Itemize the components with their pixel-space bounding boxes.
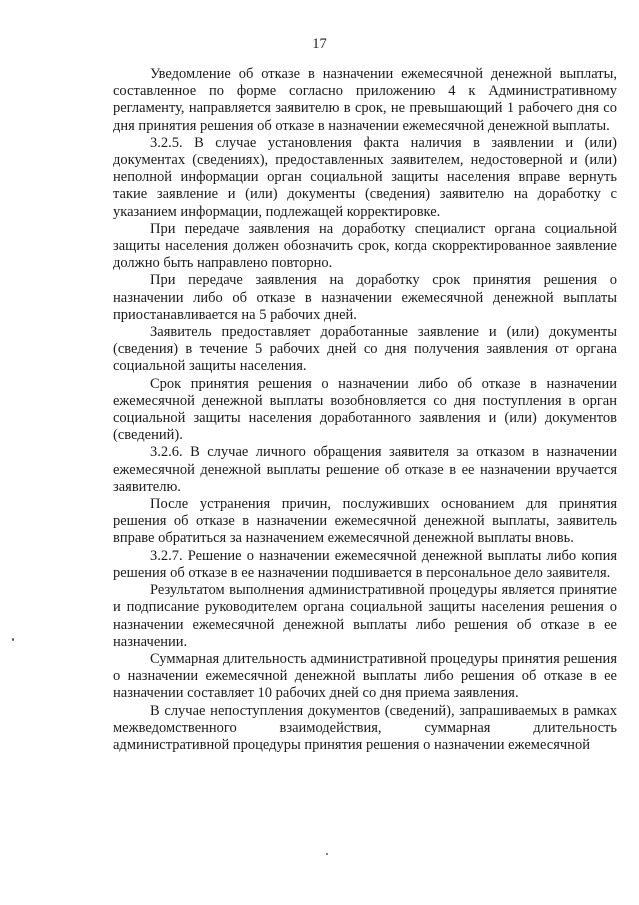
page-number: 17 <box>312 36 327 52</box>
paragraph: В случае непоступления документов (сведений), запрашиваемых в рамках межведомственного взаимодействия, суммарная длительность административной процедуры принятия решения о назначении ежемесячной <box>113 702 617 753</box>
paragraph: 3.2.5. В случае установления факта наличия в заявлении и (или) документах (сведениях), предоставленных заявителем, недостоверной и (или) неполной информации орган социальной защиты населения вправе вернуть такие заявление и (или) документы (сведения) заявителю на доработку с указанием информации, подлежащей корректировке. <box>113 134 617 220</box>
paragraph: После устранения причин, послуживших основанием для принятия решения об отказе в назначении ежемесячной денежной выплаты, заявитель вправе обратиться за назначением ежемесячной денежной выплаты вновь. <box>113 496 617 547</box>
paragraph: Срок принятия решения о назначении либо об отказе в назначении ежемесячной денежной выплаты возобновляется со дня поступления в орган социальной защиты населения доработанного заявления и (или) документов (сведений). <box>113 375 617 444</box>
paragraph: 3.2.7. Решение о назначении ежемесячной денежной выплаты либо копия решения об отказе в ее назначении подшивается в персональное дело заявителя. <box>113 547 617 581</box>
document-body <box>113 66 617 754</box>
paragraph: Уведомление об отказе в назначении ежемесячной денежной выплаты, составленное по форме согласно приложению 4 к Административному регламенту, направляется заявителю в срок, не превышающий 1 рабочего дня со дня принятия решения об отказе в назначении ежемесячной денежной выплаты. <box>113 66 617 134</box>
paragraph: Заявитель предоставляет доработанные заявление и (или) документы (сведения) в течение 5 рабочих дней со дня получения заявления от органа социальной защиты населения. <box>113 324 617 375</box>
scan-speck <box>12 638 14 641</box>
paragraph: Результатом выполнения административной процедуры является принятие и подписание руководителем органа социальной защиты населения решения о назначении ежемесячной денежной выплаты либо решения об отказе в ее назначении. <box>113 582 617 650</box>
paragraph: 3.2.6. В случае личного обращения заявителя за отказом в назначении ежемесячной денежной выплаты решение об отказе в ее назначении вручается заявителю. <box>113 444 617 495</box>
paragraph: При передаче заявления на доработку специалист органа социальной защиты населения должен обозначить срок, когда скорректированное заявление должно быть направлено повторно. <box>113 220 617 272</box>
scan-speck <box>326 853 328 855</box>
paragraph: Суммарная длительность административной процедуры принятия решения о назначении ежемесячной денежной выплаты либо решения об отказе в ее назначении составляет 10 рабочих дней со дня приема заявления. <box>113 650 617 702</box>
paragraph: При передаче заявления на доработку срок принятия решения о назначении либо об отказе в назначении ежемесячной денежной выплаты приостанавливается на 5 рабочих дней. <box>113 272 617 323</box>
